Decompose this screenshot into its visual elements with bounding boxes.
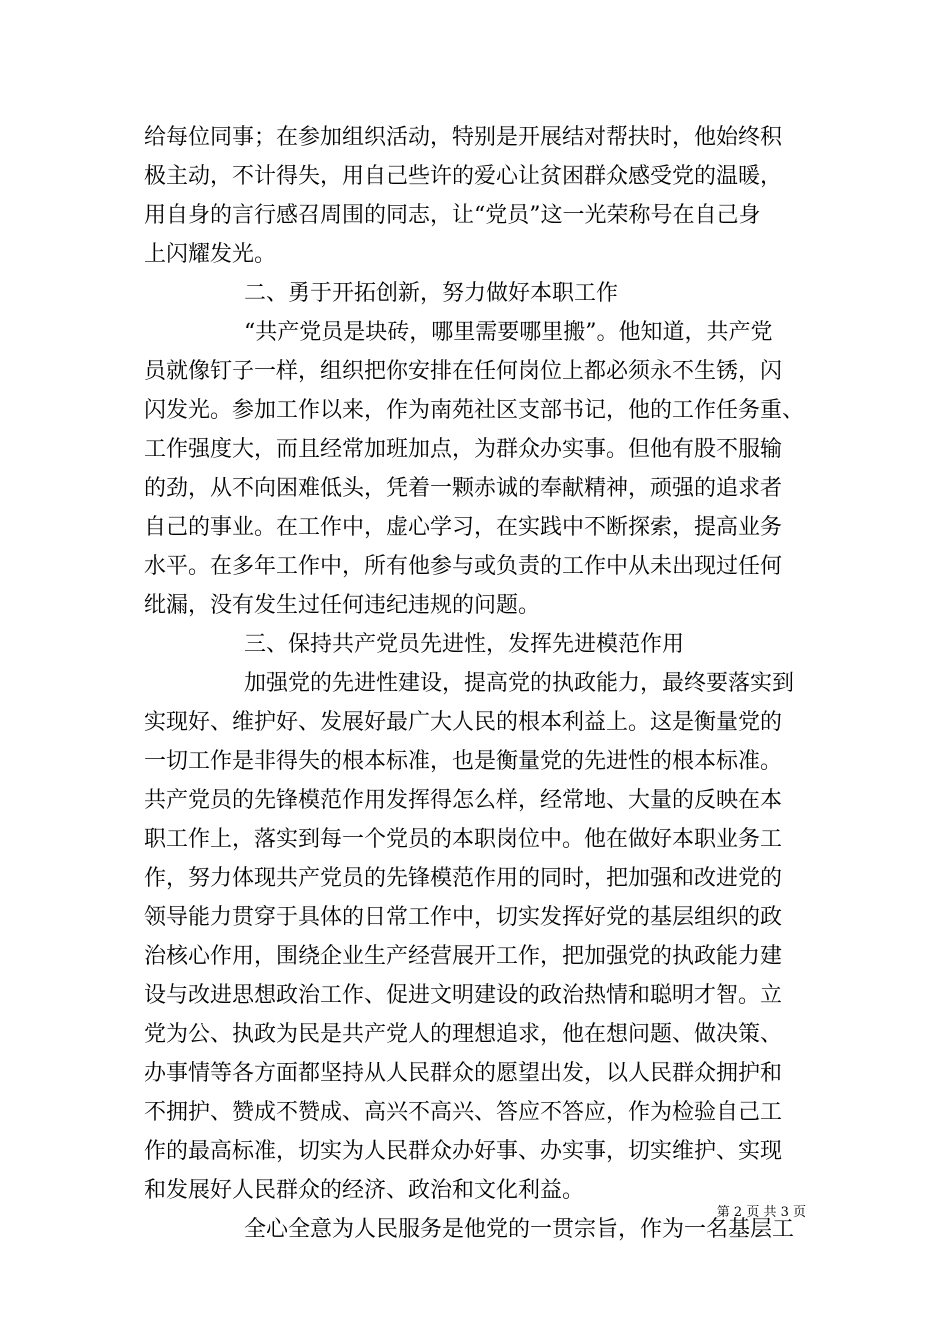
text-line: 不拥护、赞成不赞成、高兴不高兴、答应不答应，作为检验自己工 <box>144 1100 783 1125</box>
text-line: 极主动，不计得失，用自己些许的爱心让贫困群众感受党的温暖， <box>144 164 783 189</box>
text-line: 水平。在多年工作中，所有他参与或负责的工作中从未出现过任何 <box>144 554 783 579</box>
text-line: 作，努力体现共产党员的先锋模范作用的同时，把加强和改进党的 <box>144 866 783 891</box>
text-line: 全心全意为人民服务是他党的一贯宗旨，作为一名基层工 <box>244 1217 795 1242</box>
text-line: 办事情等各方面都坚持从人民群众的愿望出发，以人民群众拥护和 <box>144 1061 783 1086</box>
text-line: 自己的事业。在工作中，虚心学习，在实践中不断探索，提高业务 <box>144 515 783 540</box>
text-line: 闪发光。参加工作以来，作为南苑社区支部书记，他的工作任务重、 <box>144 398 805 423</box>
text-line: “共产党员是块砖，哪里需要哪里搬”。他知道，共产党 <box>244 320 773 345</box>
text-line: 设与改进思想政治工作、促进文明建设的政治热情和聪明才智。立 <box>144 983 783 1008</box>
text-line: 工作强度大，而且经常加班加点，为群众办实事。但他有股不服输 <box>144 437 783 462</box>
text-line: 给每位同事；在参加组织活动，特别是开展结对帮扶时，他始终积 <box>144 125 783 150</box>
text-line: 员就像钉子一样，组织把你安排在任何岗位上都必须永不生锈，闪 <box>144 359 783 384</box>
page-number: 第 2 页 共 3 页 <box>716 1205 806 1220</box>
text-line: 治核心作用，围绕企业生产经营展开工作，把加强党的执政能力建 <box>144 944 783 969</box>
text-line: 共产党员的先锋模范作用发挥得怎么样，经常地、大量的反映在本 <box>144 788 783 813</box>
text-line: 职工作上，落实到每一个党员的本职岗位中。他在做好本职业务工 <box>144 827 783 852</box>
text-line: 领导能力贯穿于具体的日常工作中，切实发挥好党的基层组织的政 <box>144 905 783 930</box>
text-line: 一切工作是非得失的根本标准，也是衡量党的先进性的根本标准。 <box>144 749 783 774</box>
text-line: 用自身的言行感召周围的同志，让“党员”这一光荣称号在自己身 <box>144 203 761 228</box>
section-heading-3: 三、保持共产党员先进性，发挥先进模范作用 <box>244 632 685 657</box>
text-line: 纰漏，没有发生过任何违纪违规的问题。 <box>144 593 541 618</box>
section-heading-2: 二、勇于开拓创新，努力做好本职工作 <box>244 281 619 306</box>
text-line: 党为公、执政为民是共产党人的理想追求，他在想问题、做决策、 <box>144 1022 783 1047</box>
page-footer <box>0 1203 950 1223</box>
text-line: 加强党的先进性建设，提高党的执政能力，最终要落实到 <box>244 671 795 696</box>
body-text <box>144 118 806 1249</box>
text-line: 的劲，从不向困难低头，凭着一颗赤诚的奉献精神，顽强的追求者 <box>144 476 783 501</box>
text-line: 作的最高标准，切实为人民群众办好事、办实事，切实维护、实现 <box>144 1139 783 1164</box>
text-line: 上闪耀发光。 <box>144 242 277 267</box>
text-line: 实现好、维护好、发展好最广大人民的根本利益上。这是衡量党的 <box>144 710 783 735</box>
text-line: 和发展好人民群众的经济、政治和文化利益。 <box>144 1178 585 1203</box>
